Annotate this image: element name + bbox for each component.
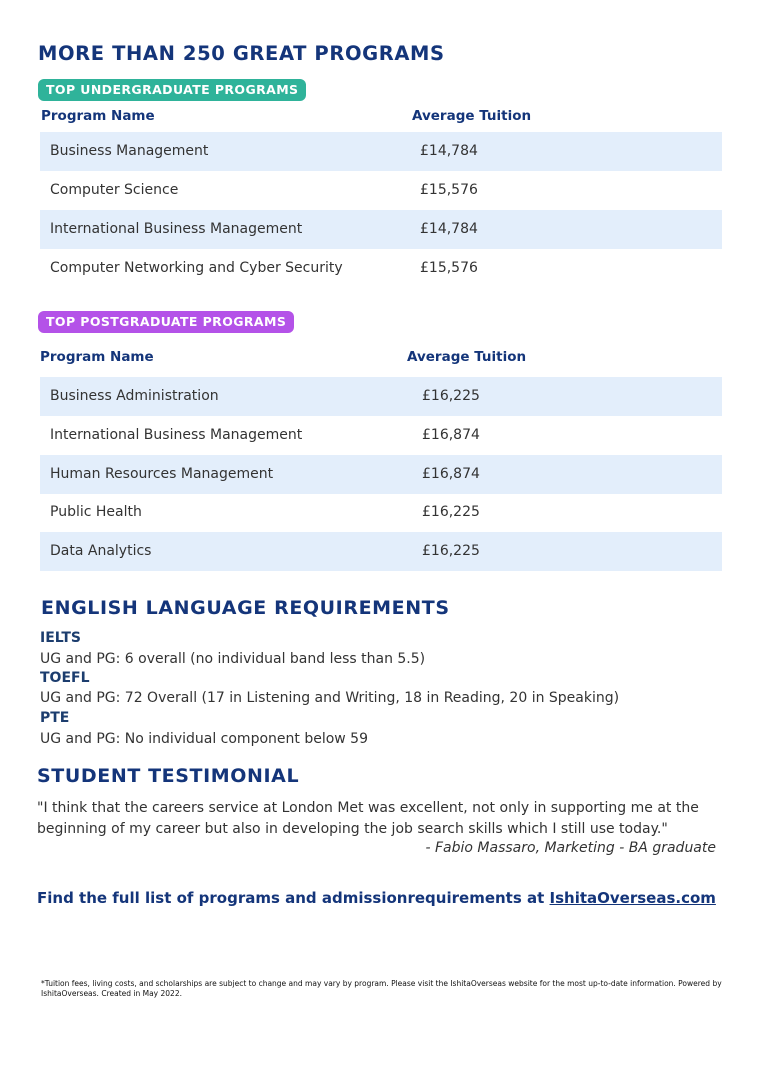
postgraduate-badge: TOP POSTGRADUATE PROGRAMS — [38, 311, 294, 333]
program-name: International Business Management — [50, 427, 303, 443]
program-tuition: £14,784 — [420, 143, 478, 159]
table-row — [40, 210, 722, 249]
table-row — [40, 377, 722, 416]
website-link[interactable]: IshitaOverseas.com — [549, 889, 716, 907]
pg-col-program: Program Name — [40, 349, 154, 365]
ug-col-tuition: Average Tuition — [412, 108, 532, 124]
table-row — [40, 455, 722, 494]
cta-text — [37, 889, 716, 907]
table-row — [40, 249, 722, 288]
program-name: Computer Science — [50, 182, 179, 198]
program-name: Computer Networking and Cyber Security — [50, 260, 343, 276]
test-label-ielts: IELTS — [40, 630, 82, 646]
undergraduate-badge: TOP UNDERGRADUATE PROGRAMS — [38, 79, 306, 101]
english-heading: ENGLISH LANGUAGE REQUIREMENTS — [41, 597, 450, 619]
test-requirement-toefl: UG and PG: 72 Overall (17 in Listening and Writing, 18 in Reading, 20 in Speaking) — [40, 690, 620, 706]
program-tuition: £15,576 — [420, 260, 478, 276]
testimonial-quote: "I think that the careers service at London Met was excellent, not only in supporting me at the beginning of my career but also in developing the job search skills which I still use today." — [37, 800, 699, 837]
program-name: Business Administration — [50, 388, 219, 404]
table-row — [40, 532, 722, 571]
program-tuition: £16,225 — [422, 388, 480, 404]
program-tuition: £15,576 — [420, 182, 478, 198]
pg-col-tuition: Average Tuition — [407, 349, 527, 365]
program-name: Human Resources Management — [50, 466, 274, 482]
program-tuition: £16,874 — [422, 466, 480, 482]
page-title: MORE THAN 250 GREAT PROGRAMS — [38, 42, 445, 65]
program-name: Data Analytics — [50, 543, 152, 559]
testimonial-heading: STUDENT TESTIMONIAL — [37, 765, 300, 787]
cta-label: Find the full list of programs and admissionrequirements at — [37, 889, 550, 907]
test-requirement-ielts: UG and PG: 6 overall (no individual band less than 5.5) — [40, 651, 426, 667]
program-tuition: £16,874 — [422, 427, 480, 443]
table-row — [40, 171, 722, 210]
program-name: Business Management — [50, 143, 209, 159]
test-label-pte: PTE — [40, 710, 70, 726]
table-row — [40, 416, 722, 455]
program-name: International Business Management — [50, 221, 303, 237]
table-row — [40, 132, 722, 171]
ug-col-program: Program Name — [41, 108, 155, 124]
testimonial-attribution: - Fabio Massaro, Marketing - BA graduate — [425, 840, 716, 856]
table-row — [40, 493, 722, 532]
test-label-toefl: TOEFL — [40, 670, 90, 686]
program-tuition: £16,225 — [422, 504, 480, 520]
test-requirement-pte: UG and PG: No individual component below 59 — [40, 731, 368, 747]
program-name: Public Health — [50, 504, 142, 520]
program-tuition: £16,225 — [422, 543, 480, 559]
program-tuition: £14,784 — [420, 221, 478, 237]
footnote: *Tuition fees, living costs, and scholarships are subject to change and may vary by program. Please visit the IshitaOverseas website for the most up-to-date information. Powered by IshitaOverseas. Created in May 2022. — [41, 979, 722, 998]
